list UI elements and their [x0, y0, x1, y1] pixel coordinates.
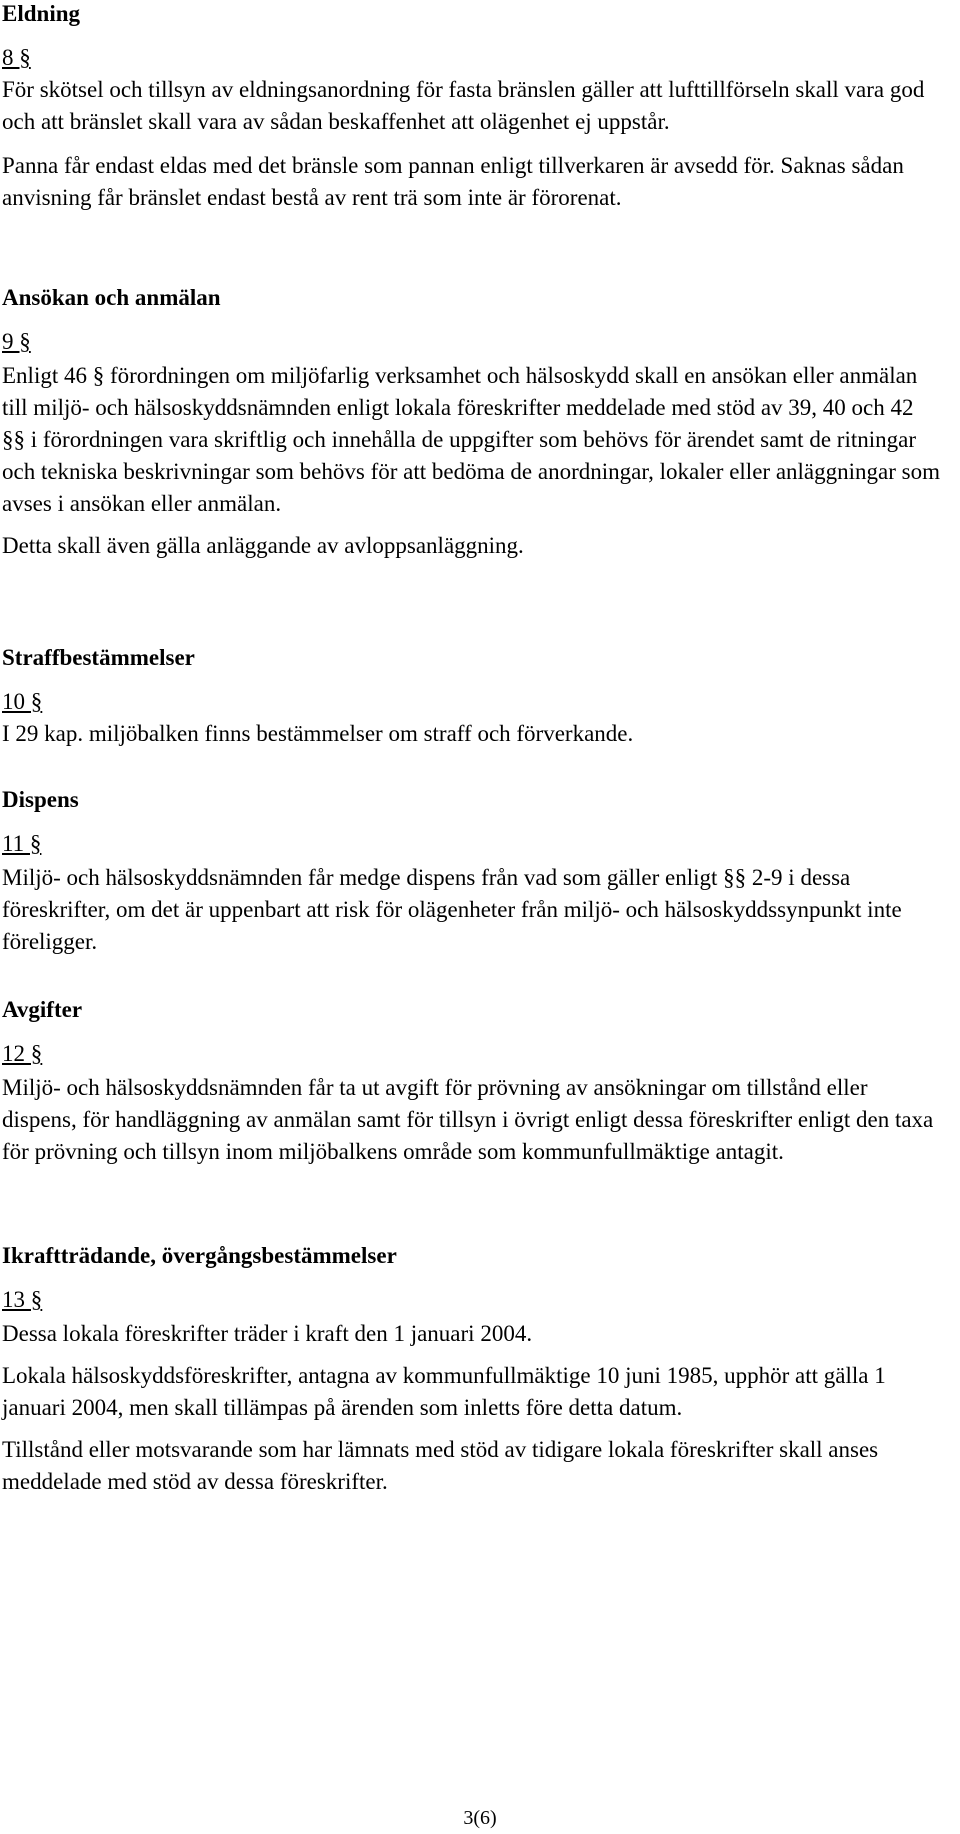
heading-ansokan: Ansökan och anmälan: [2, 285, 221, 310]
paragraph-number-11: 11 §: [2, 831, 42, 856]
heading-straff: Straffbestämmelser: [2, 645, 195, 670]
heading-dispens: Dispens: [2, 787, 79, 812]
section-avgifter: [0, 996, 942, 1168]
section-ikraft: [0, 1242, 942, 1498]
paragraph-10-text-1: I 29 kap. miljöbalken finns bestämmelser om straff och förverkande.: [2, 721, 634, 746]
paragraph-number-9: 9 §: [2, 329, 31, 354]
paragraph-11-text-1: Miljö- och hälsoskyddsnämnden får medge dispens från vad som gäller enligt §§ 2-9 i dessa föreskrifter, om det är uppenbart att risk för olägenheter från miljö- och hälsoskyddssynpunkt inte föreligger.: [2, 865, 902, 954]
paragraph-9-text-1: Enligt 46 § förordningen om miljöfarlig verksamhet och hälsoskydd skall en ansökan eller anmälan till miljö- och hälsoskyddsnämnden enligt lokala föreskrifter meddelade med stöd av 39, 40 och 42 §§ i förordningen vara skriftlig och innehålla de uppgifter som behövs för ärendet samt de ritningar och tekniska beskrivningar som behövs för att bedöma de anordningar, lokaler eller anläggningar som avses i ansökan eller anmälan.: [2, 363, 940, 516]
heading-eldning: Eldning: [2, 1, 80, 26]
paragraph-number-13: 13 §: [2, 1287, 43, 1312]
section-ansokan: [0, 284, 942, 562]
page-number: 3(6): [463, 1807, 497, 1829]
paragraph-13-text-3: Tillstånd eller motsvarande som har lämnats med stöd av tidigare lokala föreskrifter skall anses meddelade med stöd av dessa föreskrifter.: [2, 1437, 879, 1494]
section-straff: [0, 644, 942, 750]
heading-avgifter: Avgifter: [2, 997, 83, 1022]
paragraph-13-text-2: Lokala hälsoskyddsföreskrifter, antagna av kommunfullmäktige 10 juni 1985, upphör att gälla 1 januari 2004, men skall tillämpas på ärenden som inletts före detta datum.: [2, 1363, 886, 1420]
paragraph-13-text-1: Dessa lokala föreskrifter träder i kraft den 1 januari 2004.: [2, 1321, 533, 1346]
section-dispens: [0, 786, 942, 958]
paragraph-number-10: 10 §: [2, 689, 43, 714]
paragraph-9-text-2: Detta skall även gälla anläggande av avloppsanläggning.: [2, 533, 524, 558]
paragraph-12-text-1: Miljö- och hälsoskyddsnämnden får ta ut avgift för prövning av ansökningar om tillstånd eller dispens, för handläggning av anmälan samt för tillsyn i övrigt enligt dessa föreskrifter enligt den taxa för prövning och tillsyn inom miljöbalkens område som kommunfullmäktige antagit.: [2, 1075, 934, 1164]
section-eldning: [0, 0, 942, 214]
heading-ikraft: Ikraftträdande, övergångsbestämmelser: [2, 1243, 397, 1268]
paragraph-8-text-1: För skötsel och tillsyn av eldningsanordning för fasta bränslen gäller att lufttillförseln skall vara god och att bränslet skall vara av sådan beskaffenhet att olägenhet ej uppstår.: [2, 77, 925, 134]
paragraph-number-8: 8 §: [2, 45, 31, 70]
paragraph-8-text-2: Panna får endast eldas med det bränsle som pannan enligt tillverkaren är avsedd för. Saknas sådan anvisning får bränslet endast bestå av rent trä som inte är förorenat.: [2, 153, 904, 210]
paragraph-number-12: 12 §: [2, 1041, 43, 1066]
